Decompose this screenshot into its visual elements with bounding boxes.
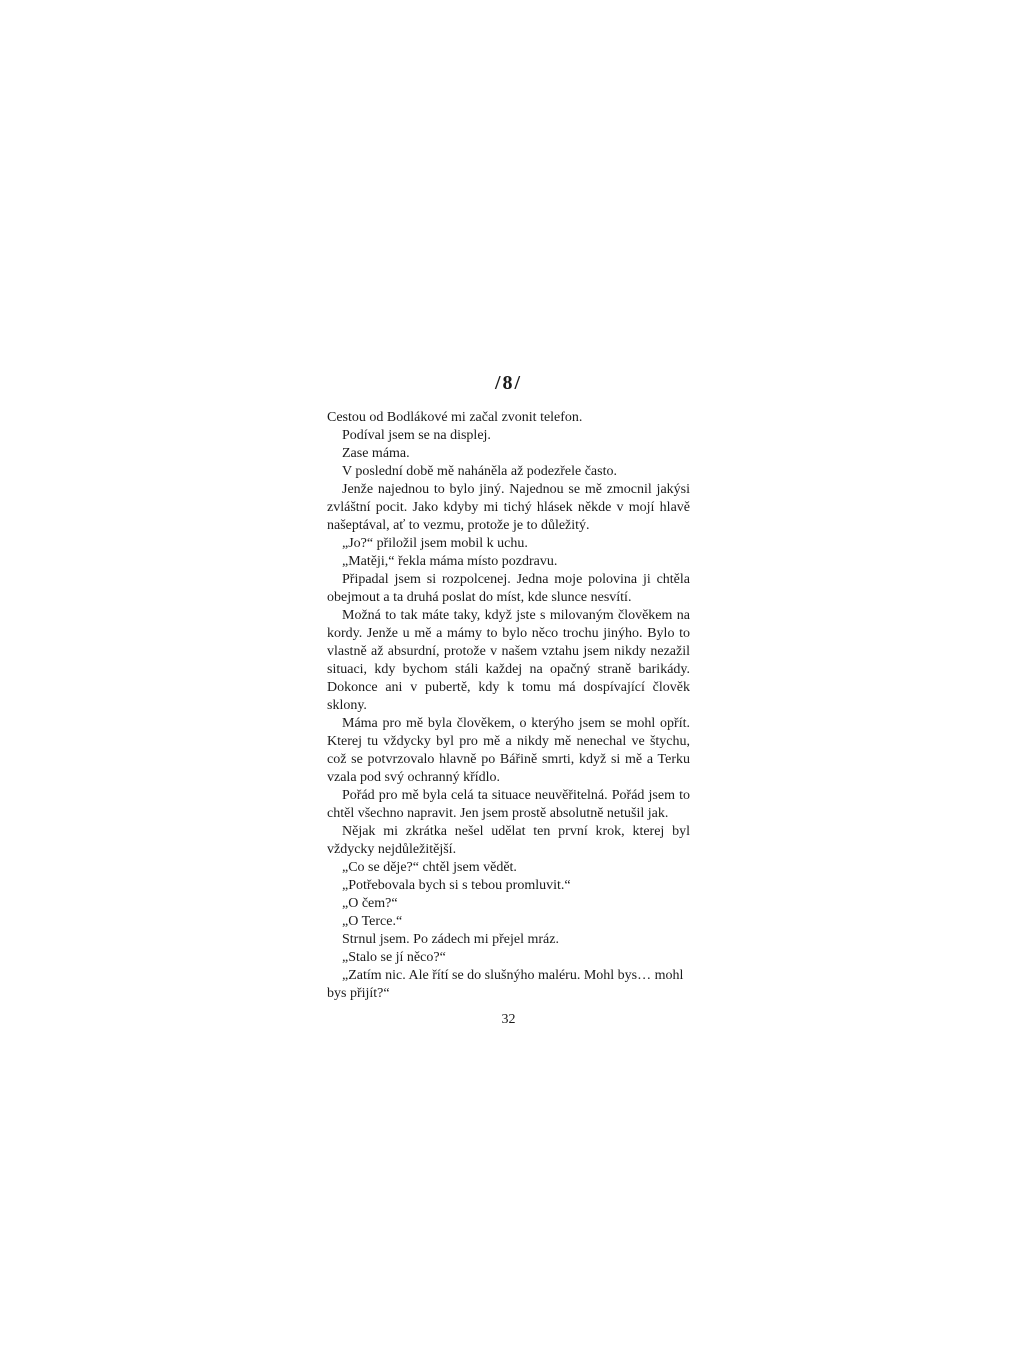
book-page (327, 0, 690, 1365)
page-number: 32 (501, 1012, 516, 1027)
paragraph: Strnul jsem. Po zádech mi přejel mráz. (342, 932, 559, 947)
paragraph: „Zatím nic. Ale řítí se do slušnýho maléru. Mohl bys… mohl bys přijít?“ (327, 968, 684, 1001)
paragraph: Nějak mi zkrátka nešel udělat ten první krok, kterej byl vždycky nejdůležitější. (327, 824, 690, 857)
body-text (327, 409, 690, 1003)
paragraph: „Jo?“ přiložil jsem mobil k uchu. (342, 536, 528, 551)
paragraph: Zase máma. (342, 446, 410, 461)
chapter-heading: /8/ (494, 372, 523, 394)
paragraph: Možná to tak máte taky, když jste s milovaným člověkem na kordy. Jenže u mě a mámy to bylo něco trochu jinýho. Bylo to vlastně až absurdní, protože v našem vztahu jsem nikdy nezažil situaci, kdy bychom stáli každej na opačný straně barikády. Dokonce ani v pubertě, kdy k tomu má dospívající člověk sklony. (327, 608, 690, 713)
paragraph: „Co se děje?“ chtěl jsem vědět. (342, 860, 517, 875)
paragraph: Připadal jsem si rozpolcenej. Jedna moje polovina ji chtěla obejmout a ta druhá poslat do míst, kde slunce nesvítí. (327, 572, 690, 605)
paragraph: „Stalo se jí něco?“ (342, 950, 446, 965)
paragraph: Jenže najednou to bylo jiný. Najednou se mě zmocnil jakýsi zvláštní pocit. Jako kdyby mi tichý hlásek někde v mojí hlavě našeptával, ať to vezmu, protože je to důležitý. (327, 482, 690, 533)
paragraph: Máma pro mě byla člověkem, o kterýho jsem se mohl opřít. Kterej tu vždycky byl pro mě a nikdy mě nenechal ve štychu, což se potvrzovalo hlavně po Bářině smrti, když si mě a Terku vzala pod svý ochranný křídlo. (327, 716, 690, 785)
paragraph: „O Terce.“ (342, 914, 403, 929)
paragraph: „Potřebovala bych si s tebou promluvit.“ (342, 878, 571, 893)
paragraph: Podíval jsem se na displej. (342, 428, 491, 443)
paragraph: Cestou od Bodlákové mi začal zvonit telefon. (327, 410, 583, 425)
paragraph: „Matěji,“ řekla máma místo pozdravu. (342, 554, 558, 569)
paragraph: V poslední době mě naháněla až podezřele často. (342, 464, 617, 479)
paragraph: „O čem?“ (342, 896, 398, 911)
paragraph: Pořád pro mě byla celá ta situace neuvěřitelná. Pořád jsem to chtěl všechno napravit. Jen jsem prostě absolutně netušil jak. (327, 788, 690, 821)
